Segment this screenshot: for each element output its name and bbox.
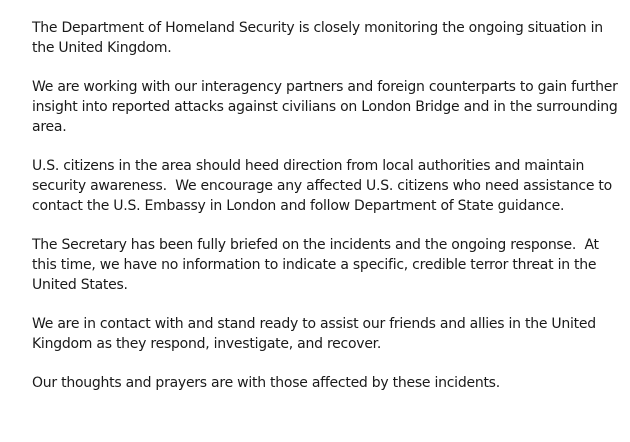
statement-paragraph-interagency: We are working with our interagency partners and foreign counterparts to gain further insight into reported attacks against civilians on London Bridge and in the surrounding area. xyxy=(32,79,622,135)
statement-paragraph-monitoring: The Department of Homeland Security is closely monitoring the ongoing situation in the United Kingdom. xyxy=(32,20,608,56)
statement-body xyxy=(32,18,622,393)
statement-paragraph-secretary-briefed: The Secretary has been fully briefed on the incidents and the ongoing response. At this time, we have no information to indicate a specific, credible terror threat in the United States. xyxy=(32,237,603,293)
statement-paragraph-citizens-guidance: U.S. citizens in the area should heed direction from local authorities and maintain security awareness. We encourage any affected U.S. citizens who need assistance to contact the U.S. Embassy in London and follow Department of State guidance. xyxy=(32,158,617,214)
statement-paragraph-thoughts: Our thoughts and prayers are with those affected by these incidents. xyxy=(32,375,500,391)
statement-paragraph-allies: We are in contact with and stand ready to assist our friends and allies in the United Kingdom as they respond, investigate, and recover. xyxy=(32,316,601,352)
